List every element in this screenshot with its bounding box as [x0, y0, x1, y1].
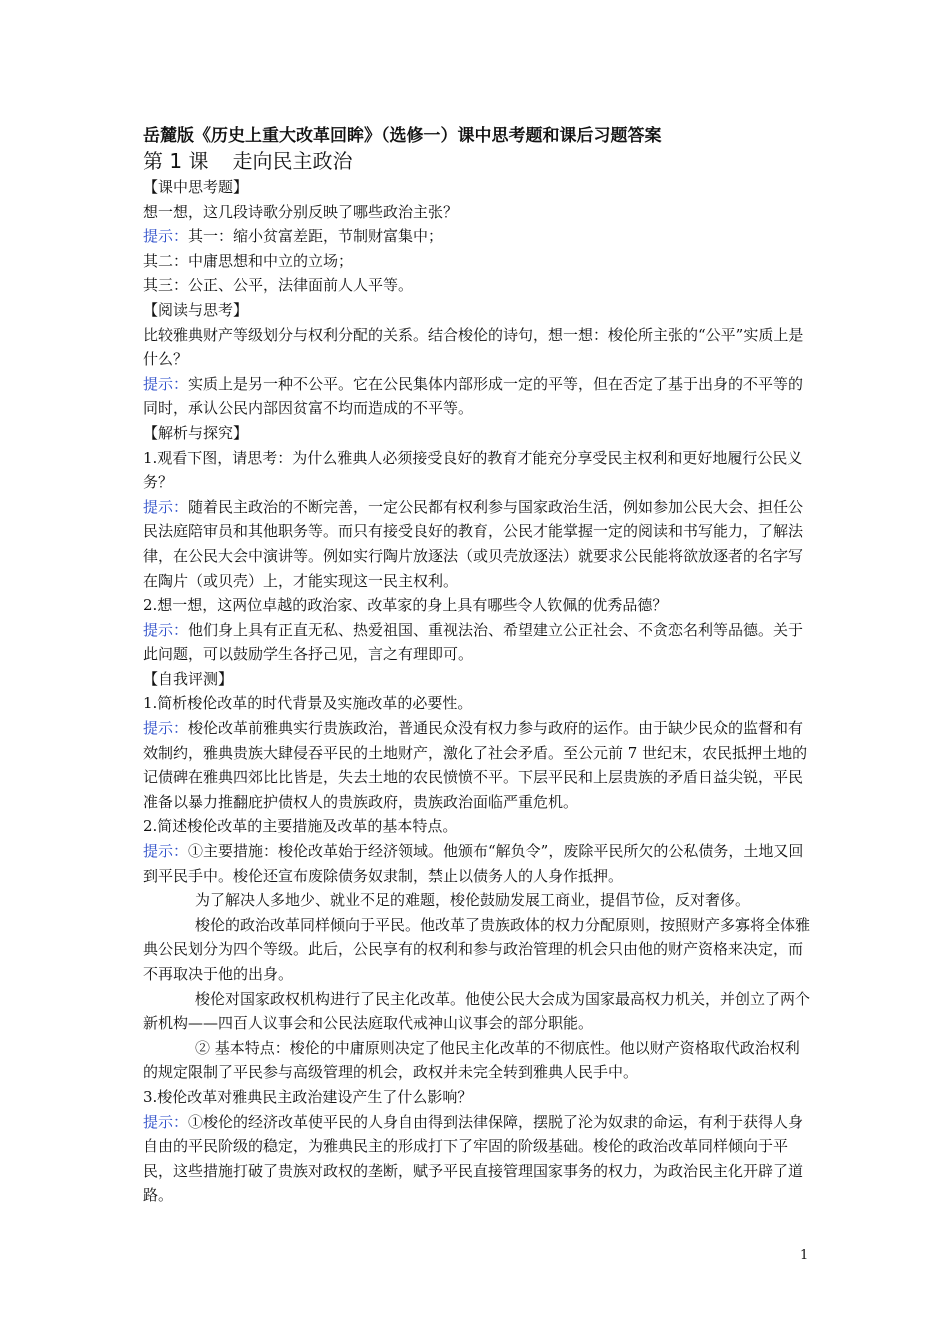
- paragraph: [143, 1085, 811, 1110]
- lesson-name: 走向民主政治: [232, 149, 353, 173]
- hint-paragraph: [143, 618, 811, 667]
- document-body: [143, 125, 811, 1208]
- paragraph-text: 梭伦改革前雅典实行贵族政治，普通民众没有权力参与政府的运作。由于缺少民众的监督和有效制约，雅典贵族大肆侵吞平民的土地财产，激化了社会矛盾。至公元前 7 世纪末，农民抵押土地的记债碑在雅典四郊比比皆是，失去土地的农民愤愤不平。下层平民和上层贵族的矛盾日益尖锐，平民准备以暴力推翻庇护债权人的贵族政府，贵族政治面临严重危机。: [143, 719, 808, 811]
- paragraph-text: 随着民主政治的不断完善，一定公民都有权利参与国家政治生活，例如参加公民大会、担任公民法庭陪审员和其他职务等。而只有接受良好的教育，公民才能掌握一定的阅读和书写能力，了解法律，在公民大会中演讲等。例如实行陶片放逐法（或贝壳放逐法）就要求公民能将欲放逐者的名字写在陶片（或贝壳）上，才能实现这一民主权利。: [143, 497, 804, 590]
- paragraph: [143, 323, 811, 372]
- paragraph: [143, 1036, 811, 1085]
- paragraph-text: 1.简析梭伦改革的时代背景及实施改革的必要性。: [143, 694, 473, 713]
- paragraph-text: ② 基本特点：梭伦的中庸原则决定了他民主化改革的不彻底性。他以财产资格取代政治权利的规定限制了平民参与高级管理的机会，政权并未完全转到雅典人民手中。: [143, 1038, 800, 1082]
- paragraph: [143, 446, 811, 495]
- page-number: 1: [800, 1248, 809, 1263]
- paragraph-text: 实质上是另一种不公平。它在公民集体内部形成一定的平等，但在否定了基于出身的不平等的同时，承认公民内部因贫富不均而造成的不平等。: [143, 374, 804, 418]
- hint-label: 提示：: [143, 842, 189, 861]
- hint-label: 提示：: [143, 1112, 189, 1131]
- section-heading: [143, 421, 811, 446]
- paragraph-text: ①梭伦的经济改革使平民的人身自由得到法律保障，摆脱了沦为奴隶的命运，有利于获得人身自由的平民阶级的稳定，为雅典民主的形成打下了牢固的阶级基础。梭伦的政治改革同样倾向于平民，这些措施打破了贵族对政权的垄断，赋予平民直接管理国家事务的权力，为政治民主化开辟了道路。: [143, 1112, 804, 1205]
- section-list: [143, 175, 811, 1208]
- hint-label: 提示：: [143, 620, 189, 639]
- hint-label: 提示：: [143, 719, 189, 738]
- paragraph-text: 【课中思考题】: [143, 178, 249, 196]
- paragraph: [143, 987, 811, 1036]
- hint-label: 提示：: [143, 227, 189, 246]
- paragraph-text: 为了解决人多地少、就业不足的难题，梭伦鼓励发展工商业，提倡节俭，反对奢侈。: [195, 891, 751, 910]
- paragraph: [143, 593, 811, 618]
- paragraph: [143, 200, 811, 225]
- paragraph-text: 他们身上具有正直无私、热爱祖国、重视法治、希望建立公正社会、不贪恋名利等品德。关于此问题，可以鼓励学生各抒己见，言之有理即可。: [143, 620, 804, 664]
- paragraph-text: 2.简述梭伦改革的主要措施及改革的基本特点。: [143, 817, 458, 836]
- paragraph: [143, 249, 811, 274]
- paragraph-text: 梭伦对国家政权机构进行了民主化改革。他使公民大会成为国家最高权力机关，并创立了两个新机构——四百人议事会和公民法庭取代戒神山议事会的部分职能。: [143, 989, 811, 1033]
- hint-label: 提示：: [143, 374, 189, 393]
- hint-paragraph: [143, 495, 811, 593]
- section-heading: [143, 298, 811, 323]
- hint-paragraph: [143, 839, 811, 888]
- paragraph: [143, 691, 811, 716]
- section-heading: [143, 175, 811, 200]
- paragraph-text: 其三：公正、公平，法律面前人人平等。: [143, 276, 414, 295]
- paragraph-text: 【阅读与思考】: [143, 300, 249, 319]
- lesson-heading: [143, 147, 811, 175]
- hint-paragraph: [143, 1110, 811, 1208]
- paragraph-text: 梭伦的政治改革同样倾向于平民。他改革了贵族政体的权力分配原则，按照财产多寡将全体雅典公民划分为四个等级。此后，公民享有的权利和参与政治管理的机会只由他的财产资格来决定，而不再取决于他的出身。: [143, 915, 811, 983]
- paragraph-text: 想一想，这几段诗歌分别反映了哪些政治主张？: [143, 202, 459, 221]
- hint-label: 提示：: [143, 497, 189, 516]
- lesson-number: 第 1 课: [143, 149, 209, 173]
- paragraph-text: 2.想一想，这两位卓越的政治家、改革家的身上具有哪些令人钦佩的优秀品德？: [143, 596, 668, 615]
- paragraph-text: 其二：中庸思想和中立的立场；: [143, 251, 354, 270]
- paragraph: [143, 913, 811, 987]
- paragraph-text: 比较雅典财产等级划分与权利分配的关系。结合梭伦的诗句，想一想：梭伦所主张的“公平”实质上是什么？: [143, 325, 804, 369]
- paragraph-text: 3.梭伦改革对雅典民主政治建设产生了什么影响？: [143, 1087, 473, 1106]
- paragraph-text: 其一：缩小贫富差距，节制财富集中；: [188, 227, 444, 246]
- hint-paragraph: [143, 716, 811, 814]
- paragraph: [143, 273, 811, 298]
- paragraph-text: 【解析与探究】: [143, 423, 249, 442]
- paragraph-text: ①主要措施：梭伦改革始于经济领域。他颁布“解负令”，废除平民所欠的公私债务，土地又回到平民手中。梭伦还宣布废除债务奴隶制，禁止以债务人的人身作抵押。: [143, 842, 804, 885]
- document-title: 岳麓版《历史上重大改革回眸》（选修一）课中思考题和课后习题答案: [143, 126, 662, 146]
- paragraph: [143, 814, 811, 839]
- section-heading: [143, 667, 811, 692]
- paragraph: [143, 888, 811, 913]
- hint-paragraph: [143, 224, 811, 249]
- paragraph-text: 1.观看下图，请思考：为什么雅典人必须接受良好的教育才能充分享受民主权利和更好地履行公民义务？: [143, 448, 803, 492]
- paragraph-text: 【自我评测】: [143, 669, 234, 688]
- hint-paragraph: [143, 372, 811, 421]
